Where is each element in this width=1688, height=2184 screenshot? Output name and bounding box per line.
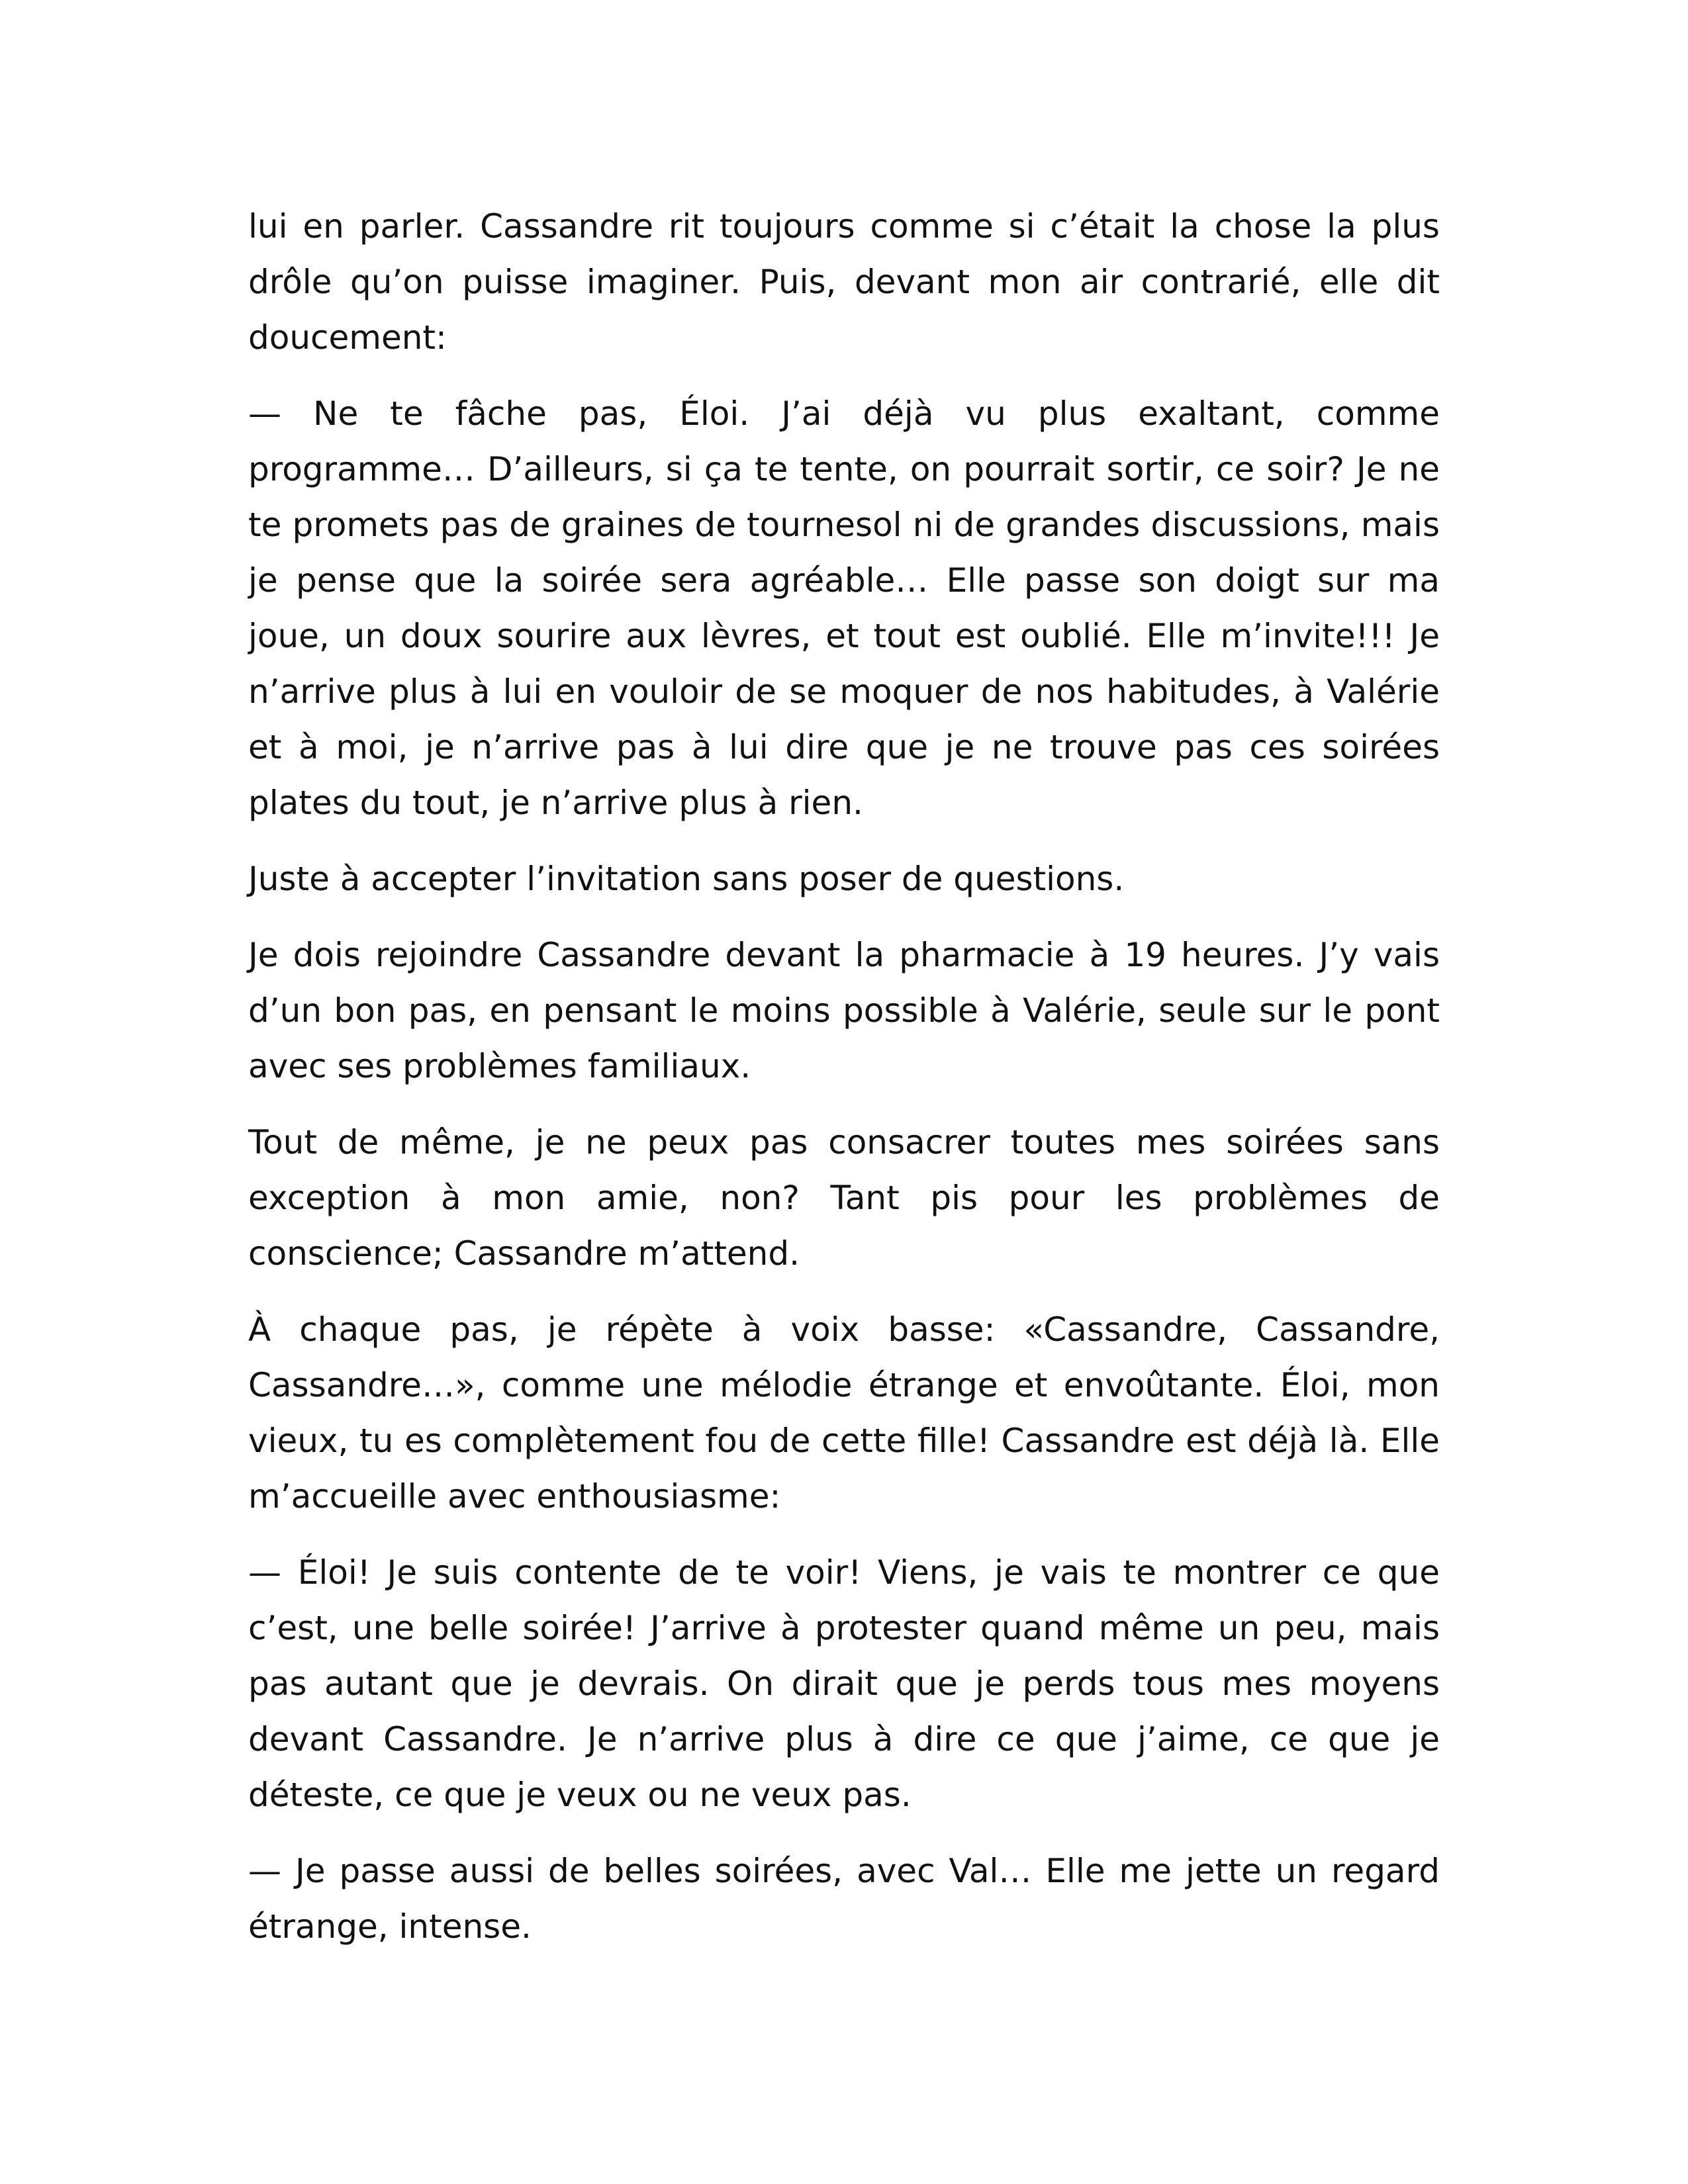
paragraph: Tout de même, je ne peux pas consacrer toutes mes soirées sans exception à mon amie, non? Tant pis pour les problèmes de conscience; Cassandre m’attend. — [248, 1123, 1440, 1273]
paragraph: Je dois rejoindre Cassandre devant la pharmacie à 19 heures. J’y vais d’un bon pas, en pensant le moins possible à Valérie, seule sur le pont avec ses problèmes familiaux. — [248, 936, 1440, 1085]
body-text — [248, 199, 1440, 1975]
paragraph: — Éloi! Je suis contente de te voir! Viens, je vais te montrer ce que c’est, une belle soirée! J’arrive à protester quand même un peu, mais pas autant que je devrais. On dirait que je perds tous mes moyens devant Cassandre. Je n’arrive plus à dire ce que j’aime, ce que je déteste, ce que je veux ou ne veux pas. — [248, 1553, 1440, 1814]
paragraph: Juste à accepter l’invitation sans poser de questions. — [248, 860, 1125, 898]
paragraph: — Je passe aussi de belles soirées, avec Val… Elle me jette un regard étrange, intense. — [248, 1852, 1440, 1946]
paragraph: lui en parler. Cassandre rit toujours comme si c’était la chose la plus drôle qu’on puisse imaginer. Puis, devant mon air contrarié, elle dit doucement: — [248, 207, 1440, 357]
paragraph: À chaque pas, je répète à voix basse: «Cassandre, Cassandre, Cassandre…», comme une mélodie étrange et envoûtante. Éloi, mon vieux, tu es complètement fou de cette fille! Cassandre est déjà là. Elle m’accueille avec enthousiasme: — [248, 1310, 1440, 1516]
paragraph: — Ne te fâche pas, Éloi. J’ai déjà vu plus exaltant, comme programme… D’ailleurs, si ça te tente, on pourrait sortir, ce soir? Je ne te promets pas de graines de tournesol ni de grandes discussions, mais je pense que la soirée sera agréable… Elle passe son doigt sur ma joue, un doux sourire aux lèvres, et tout est oublié. Elle m’invite!!! Je n’arrive plus à lui en vouloir de se moquer de nos habitudes, à Valérie et à moi, je n’arrive pas à lui dire que je ne trouve pas ces soirées plates du tout, je n’arrive plus à rien. — [248, 394, 1440, 822]
